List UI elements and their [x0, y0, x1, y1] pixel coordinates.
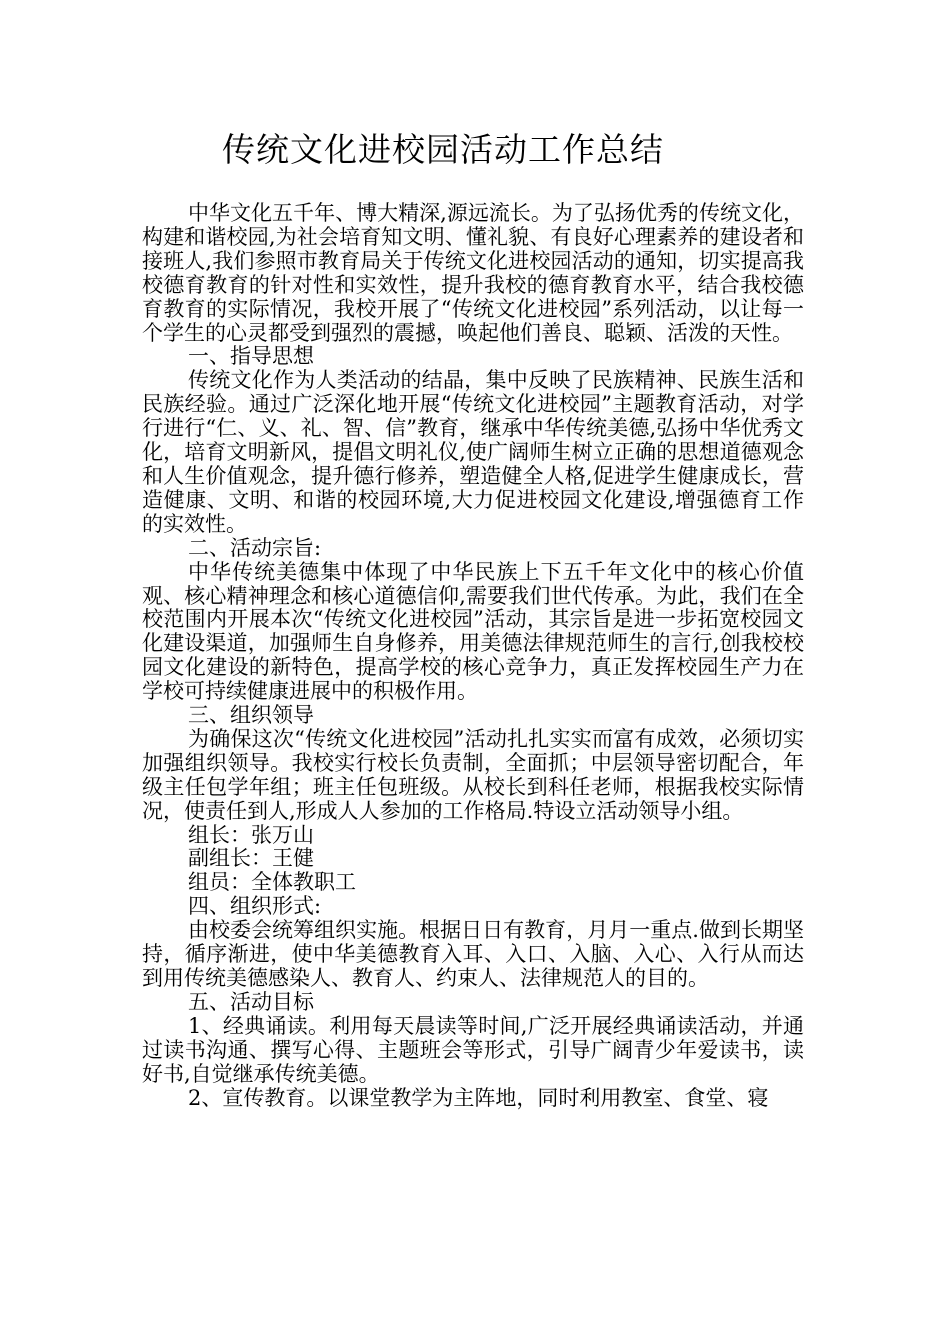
paragraph-organization-leadership: 为确保这次“传统文化进校园”活动扎扎实实而富有成效，必须切实加强组织领导。我校实行校长负责制，全面抓；中层领导密切配合，年级主任包学年组；班主任包班级。从校长到科任老师，根据我校实际情况，使责任到人,形成人人参加的工作格局.特设立活动领导小组。	[142, 726, 804, 823]
line-deputy-leader: 副组长：王健	[188, 846, 314, 871]
document-body	[142, 202, 804, 1110]
paragraph-organization-form: 由校委会统筹组织实施。根据日日有教育，月月一重点.做到长期坚持，循序渐进，使中华美德教育入耳、入口、入脑、入心、入行从而达到用传统美德感染人、教育人、约束人、法律规范人的目的。	[142, 918, 804, 990]
heading-activity-purpose: 二、活动宗旨:	[188, 535, 322, 560]
heading-activity-goals: 五、活动目标	[188, 989, 314, 1014]
heading-organization-leadership: 三、组织领导	[188, 703, 314, 728]
line-group-members: 组员：全体教职工	[188, 870, 356, 895]
paragraph-guiding-ideology: 传统文化作为人类活动的结晶，集中反映了民族精神、民族生活和民族经验。通过广泛深化地开展“传统文化进校园”主题教育活动，对学行进行“仁、义、礼、智、信”教育，继承中华传统美德,弘扬中华优秀文化，培育文明新风，提倡文明礼仪,使广阔师生树立正确的思想道德观念和人生价值观念，提升德行修养，塑造健全人格,促进学生健康成长，营造健康、文明、和谐的校园环境,大力促进校园文化建设,增强德育工作的实效性。	[142, 368, 804, 536]
document-title: 传统文化进校园活动工作总结	[222, 130, 664, 169]
paragraph-publicity-education: 2、宣传教育。以课堂教学为主阵地，同时利用教室、食堂、寝	[188, 1085, 769, 1110]
heading-organization-form: 四、组织形式:	[188, 894, 322, 919]
paragraph-classic-reading: 1、经典诵读。利用每天晨读等时间,广泛开展经典诵读活动，并通过读书沟通、撰写心得、主题班会等形式，引导广阔青少年爱读书，读好书,自觉继承传统美德。	[142, 1013, 804, 1086]
paragraph-activity-purpose: 中华传统美德集中体现了中华民族上下五千年文化中的核心价值观、核心精神理念和核心道德信仰,需要我们世代传承。为此，我们在全校范围内开展本次“传统文化进校园”活动，其宗旨是进一步拓宽校园文化建设渠道，加强师生自身修养，用美德法律规范师生的言行,创我校校园文化建设的新特色，提高学校的核心竞争力，真正发挥校园生产力在学校可持续健康进展中的积极作用。	[142, 559, 804, 704]
line-group-leader: 组长：张万山	[188, 822, 314, 847]
heading-guiding-ideology: 一、指导思想	[188, 344, 314, 369]
paragraph-intro: 中华文化五千年、博大精深,源远流长。为了弘扬优秀的传统文化，构建和谐校园,为社会培育知文明、懂礼貌、有良好心理素养的建设者和接班人,我们参照市教育局关于传统文化进校园活动的通知，切实提高我校德育教育的针对性和实效性，提升我校的德育教育水平，结合我校德育教育的实际情况，我校开展了“传统文化进校园”系列活动，以让每一个学生的心灵都受到强烈的震撼，唤起他们善良、聪颖、活泼的天性。	[142, 201, 804, 345]
